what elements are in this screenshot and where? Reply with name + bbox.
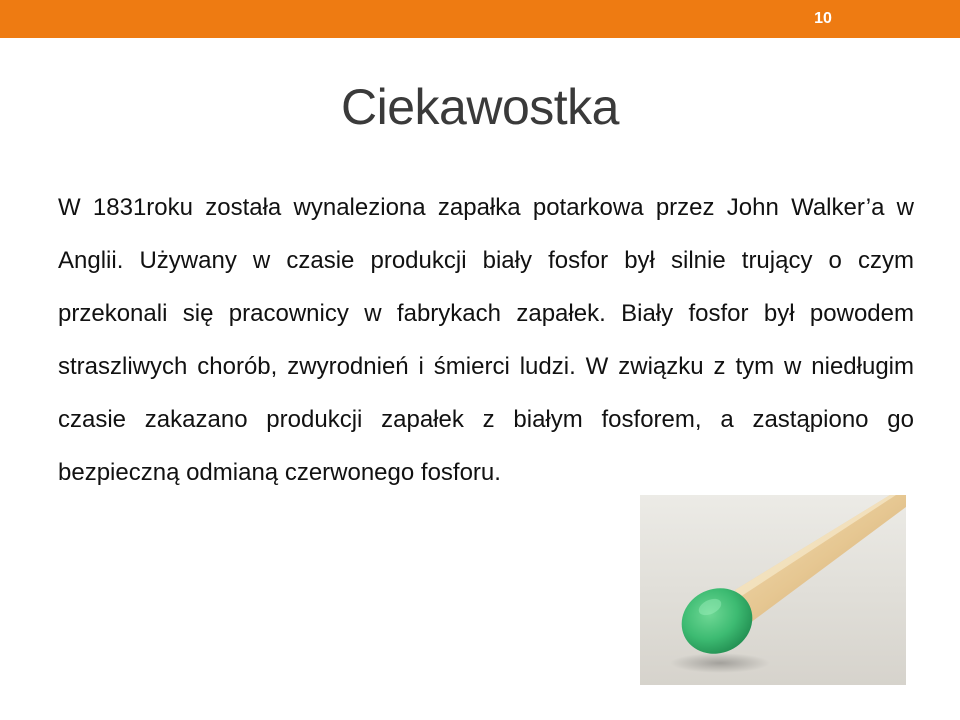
- slide-body-text: W 1831roku została wynaleziona zapałka potarkowa przez John Walker’a w Anglii. Używany w czasie produkcji biały fosfor był silnie trujący o czym przekonali się pracownicy w fabrykach zapałek. Biały fosfor był powodem straszliwych chorób, zwyrodnień i śmierci ludzi. W związku z tym w niedługim czasie zakazano produkcji zapałek z białym fosforem, a zastąpiono go bezpieczną odmianą czerwonego fosforu.: [58, 194, 914, 486]
- slide-title: Ciekawostka: [341, 79, 619, 135]
- match-photo: [640, 495, 906, 685]
- slide-number: 10: [814, 10, 832, 27]
